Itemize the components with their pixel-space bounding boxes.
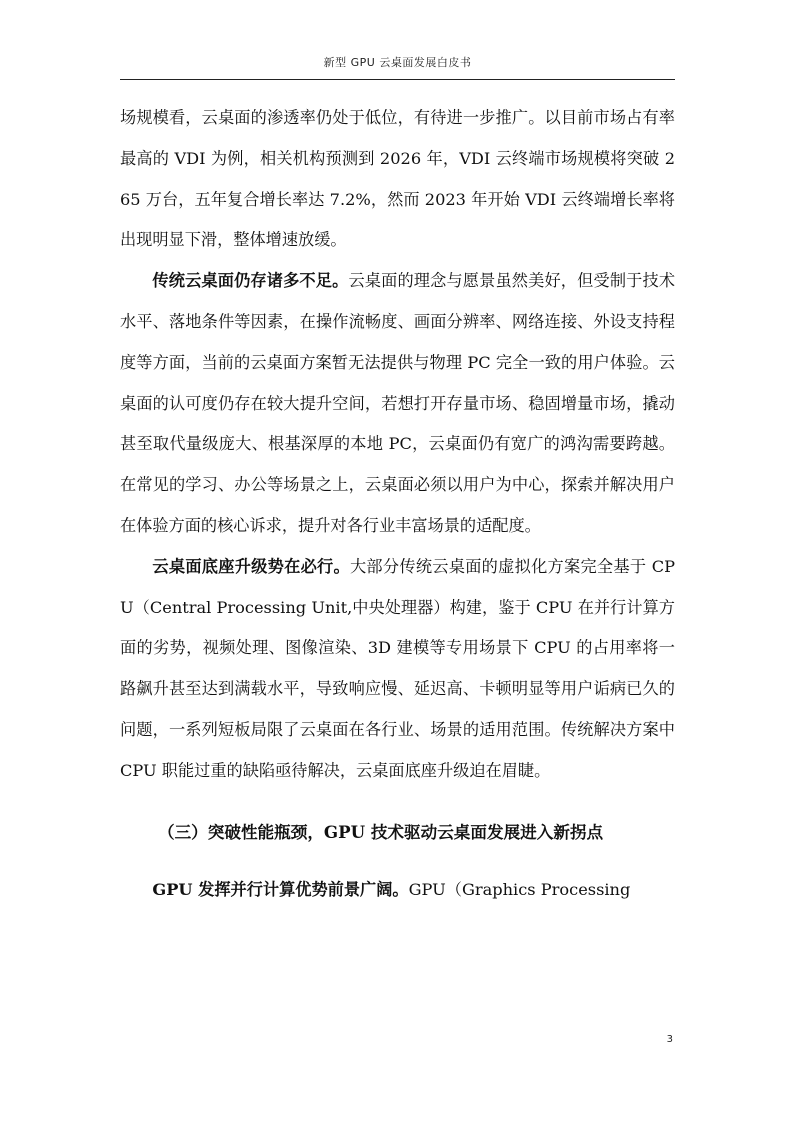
- header-title: 新型 GPU 云桌面发展白皮书: [323, 56, 472, 69]
- paragraph-market-scale: [120, 98, 675, 261]
- page-number: 3: [666, 1034, 673, 1045]
- page-header: [120, 47, 675, 80]
- paragraph-lead: GPU 发挥并行计算优势前景广阔。: [152, 880, 409, 900]
- paragraph-text: 大部分传统云桌面的虚拟化方案完全基于 CPU（Central Processing Unit,中央处理器）构建，鉴于 CPU 在并行计算方面的劣势，视频处理、图像渲染、3D 建模等专用场景下 CPU 的占用率将一路飙升甚至达到满载水平，导致响应慢、延迟高、卡顿明显等用户诟病已久的问题，一系列短板局限了云桌面在各行业、场景的适用范围。传统解决方案中 CPU 职能过重的缺陷亟待解决，云桌面底座升级迫在眉睫。: [120, 556, 676, 780]
- paragraph-text: GPU（Graphics Processing: [408, 880, 631, 900]
- paragraph-text: 云桌面的理念与愿景虽然美好，但受制于技术水平、落地条件等因素，在操作流畅度、画面分辨率、网络连接、外设支持程度等方面，当前的云桌面方案暂无法提供与物理 PC 完全一致的用户体验。云桌面的认可度仍存在较大提升空间，若想打开存量市场、稳固增量市场，撬动甚至取代量级庞大、根基深厚的本地 PC，云桌面仍有宽广的鸿沟需要跨越。在常见的学习、办公等场景之上，云桌面必须以用户为中心，探索并解决用户在体验方面的核心诉求，提升对各行业丰富场景的适配度。: [120, 271, 676, 535]
- paragraph-lead: 云桌面底座升级势在必行。: [152, 556, 350, 576]
- paragraph-shortcomings: [120, 261, 675, 547]
- paragraph-gpu-advantage: [120, 870, 675, 911]
- paragraph-text: 场规模看，云桌面的渗透率仍处于低位，有待进一步推广。以目前市场占有率最高的 VDI 为例，相关机构预测到 2026 年，VDI 云终端市场规模将突破 265 万台，五年复合增长率达 7.2%，然而 2023 年开始 VDI 云终端增长率将出现明显下滑，整体增速放缓。: [120, 108, 675, 250]
- document-body: [120, 98, 675, 911]
- section-heading: （三）突破性能瓶颈，GPU 技术驱动云桌面发展进入新拐点: [158, 821, 604, 842]
- paragraph-lead: 传统云桌面仍存诸多不足。: [152, 271, 349, 291]
- paragraph-upgrade: [120, 547, 675, 792]
